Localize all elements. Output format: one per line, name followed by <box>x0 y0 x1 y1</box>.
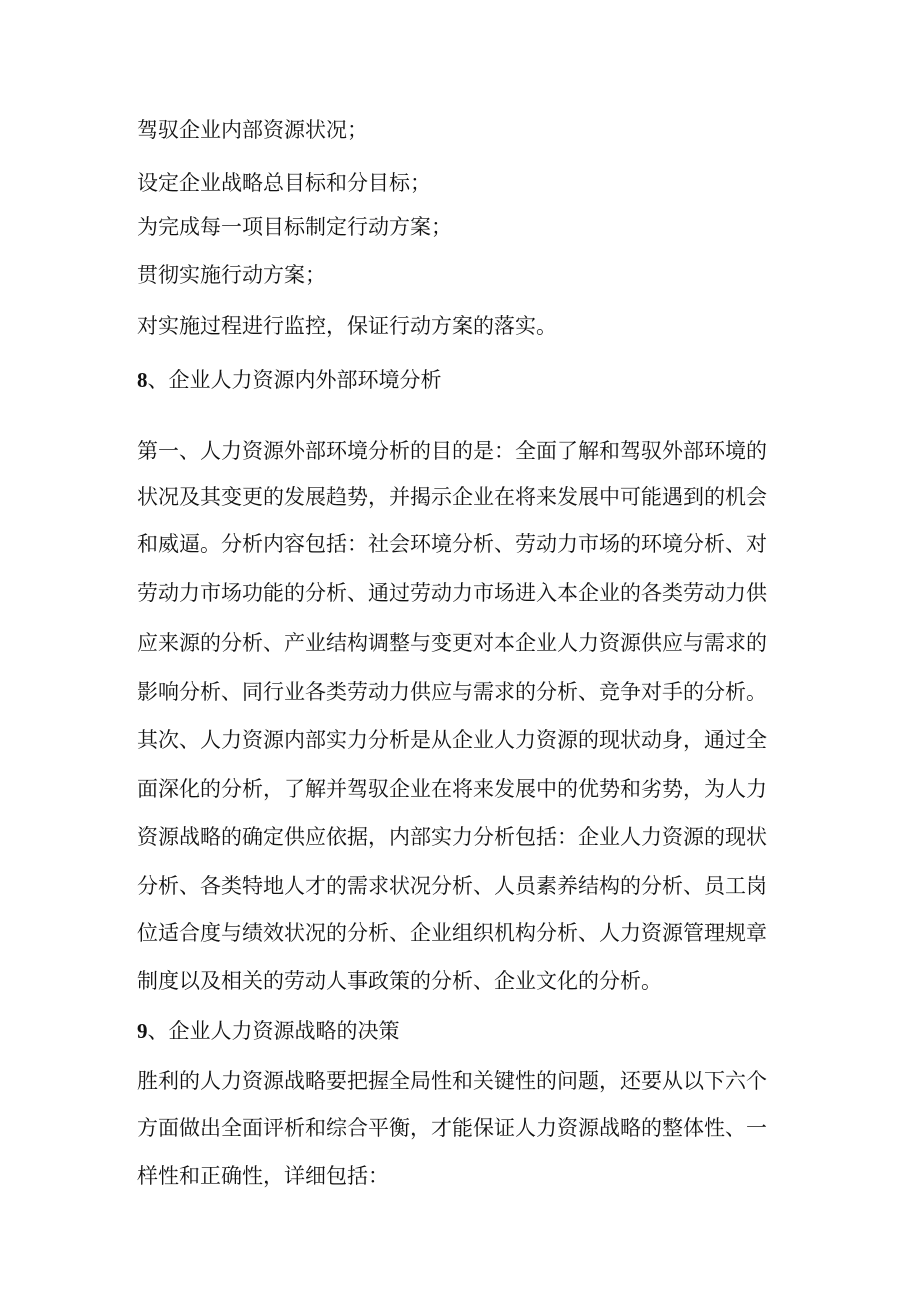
section-9-heading <box>137 1016 400 1046</box>
paragraph-line: 面深化的分析，了解并驾驭企业在将来发展中的优势和劣势，为人力 <box>137 777 767 801</box>
paragraph-line: 影响分析、同行业各类劳动力供应与需求的分析、竞争对手的分析。 <box>137 680 767 704</box>
section-9-title: 、企业人力资源战略的决策 <box>147 1019 400 1043</box>
paragraph-line: 方面做出全面评析和综合平衡，才能保证人力资源战略的整体性、一 <box>137 1116 767 1140</box>
paragraph-line: 样性和正确性，详细包括： <box>137 1164 389 1188</box>
paragraph-line: 位适合度与绩效状况的分析、企业组织机构分析、人力资源管理规章 <box>137 921 767 945</box>
list-item: 驾驭企业内部资源状况； <box>137 118 368 142</box>
section-9-number: 9 <box>137 1019 148 1043</box>
paragraph-line: 第一、人力资源外部环境分析的目的是：全面了解和驾驭外部环境的 <box>137 439 767 463</box>
section-8-number: 8 <box>137 368 148 392</box>
paragraph-line: 其次、人力资源内部实力分析是从企业人力资源的现状动身，通过全 <box>137 728 767 752</box>
paragraph-line: 胜利的人力资源战略要把握全局性和关键性的问题，还要从以下六个 <box>137 1069 767 1093</box>
paragraph-line: 制度以及相关的劳动人事政策的分析、企业文化的分析。 <box>137 969 662 993</box>
paragraph-line: 状况及其变更的发展趋势，并揭示企业在将来发展中可能遇到的机会 <box>137 485 767 509</box>
list-item: 贯彻实施行动方案； <box>137 263 326 287</box>
section-8-heading <box>137 365 442 395</box>
section-8-title: 、企业人力资源内外部环境分析 <box>147 368 442 392</box>
paragraph-line: 应来源的分析、产业结构调整与变更对本企业人力资源供应与需求的 <box>137 631 767 655</box>
paragraph-line: 劳动力市场功能的分析、通过劳动力市场进入本企业的各类劳动力供 <box>137 581 767 605</box>
paragraph-line: 分析、各类特地人才的需求状况分析、人员素养结构的分析、员工岗 <box>137 874 767 898</box>
list-item: 设定企业战略总目标和分目标； <box>137 171 431 195</box>
paragraph-line: 资源战略的确定供应依据，内部实力分析包括：企业人力资源的现状 <box>137 825 767 849</box>
list-item: 对实施过程进行监控，保证行动方案的落实。 <box>137 314 557 338</box>
paragraph-line: 和威逼。分析内容包括：社会环境分析、劳动力市场的环境分析、对 <box>137 532 767 556</box>
list-item: 为完成每一项目标制定行动方案； <box>137 215 452 239</box>
